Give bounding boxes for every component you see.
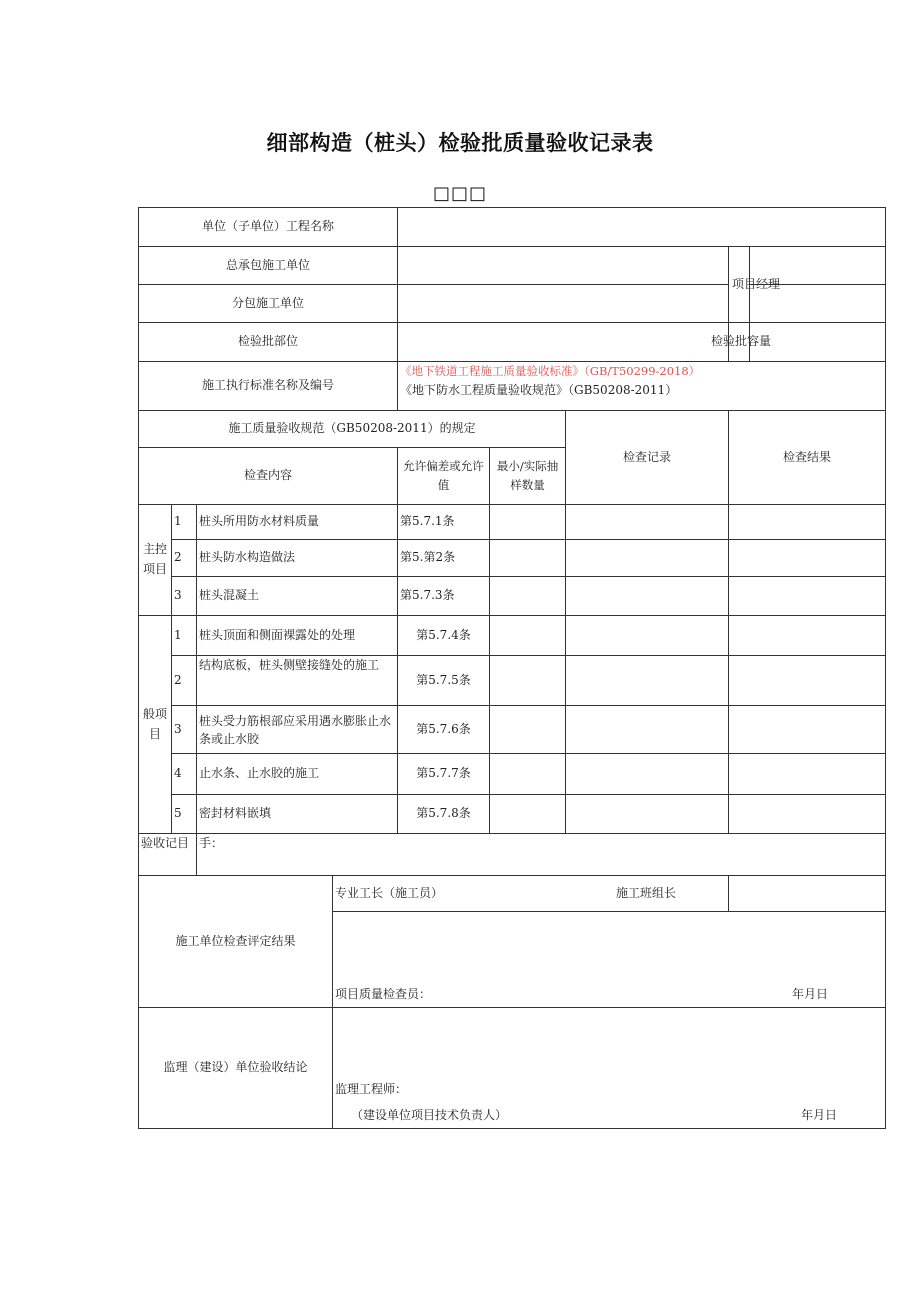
item-record[interactable] — [566, 706, 729, 754]
item-sample[interactable] — [490, 656, 566, 706]
item-result[interactable] — [729, 656, 886, 706]
foreman-text: 专业工长（施工员） — [335, 885, 444, 900]
team-leader-value[interactable] — [729, 876, 886, 912]
foreman-row — [335, 884, 726, 904]
item-sample[interactable] — [490, 616, 566, 656]
item-clause: 第5.第2条 — [398, 540, 490, 577]
subcontractor-value[interactable] — [398, 285, 729, 323]
item-clause: 第5.7.5条 — [398, 656, 490, 706]
inspection-form — [138, 207, 886, 1129]
item-content: 止水条、止水胶的施工 — [197, 754, 398, 795]
table-row — [139, 616, 886, 656]
inspection-location-label: 检验批部位 — [139, 323, 398, 362]
item-sample[interactable] — [490, 795, 566, 834]
item-no: 2 — [172, 656, 197, 706]
construction-eval-label: 施工单位检查评定结果 — [139, 876, 333, 1008]
item-clause: 第5.7.7条 — [398, 754, 490, 795]
check-record-header: 检查记录 — [566, 411, 729, 505]
item-clause: 第5.7.3条 — [398, 577, 490, 616]
item-clause: 第5.7.4条 — [398, 616, 490, 656]
item-record[interactable] — [566, 795, 729, 834]
tolerance-header: 允许偏差或允许值 — [398, 448, 490, 505]
item-content: 密封材料嵌填 — [197, 795, 398, 834]
standard-1: 《地下铁道工程施工质量验收标准》（GB/T50299-2018） — [400, 364, 701, 378]
item-no: 1 — [172, 616, 197, 656]
item-clause: 第5.7.1条 — [398, 505, 490, 540]
supervision-date: 年月日 — [801, 1108, 838, 1123]
item-result[interactable] — [729, 706, 886, 754]
item-no: 4 — [172, 754, 197, 795]
engineer-text: 监理工程师： — [335, 1082, 408, 1097]
item-sample[interactable] — [490, 577, 566, 616]
general-contractor-label: 总承包施工单位 — [139, 247, 398, 285]
item-record[interactable] — [566, 616, 729, 656]
inspection-location-value[interactable] — [398, 323, 729, 362]
batch-capacity-label — [711, 323, 772, 362]
item-content: 桩头顶面和侧面裸露处的处理 — [197, 616, 398, 656]
table-row — [139, 706, 886, 754]
item-result[interactable] — [729, 754, 886, 795]
owner-rep-row — [333, 1100, 885, 1128]
form-title: 细部构造（桩头）检验批质量验收记录表 — [266, 131, 654, 155]
item-sample[interactable] — [490, 540, 566, 577]
general-contractor-value[interactable] — [398, 247, 729, 285]
item-record[interactable] — [566, 577, 729, 616]
record-label: 验收记目 — [139, 834, 197, 876]
general-label: 般项目 — [139, 616, 172, 834]
eval-date: 年月日 — [792, 987, 829, 1002]
batch-capacity-label-text: 检验批容量 — [711, 334, 772, 349]
project-name-value[interactable] — [398, 208, 886, 247]
item-result[interactable] — [729, 505, 886, 540]
item-record[interactable] — [566, 505, 729, 540]
item-no: 3 — [172, 706, 197, 754]
table-row — [139, 505, 886, 540]
construction-eval-body[interactable] — [333, 912, 886, 1008]
item-no: 3 — [172, 577, 197, 616]
supervision-label: 监理（建设）单位验收结论 — [139, 1008, 333, 1129]
item-content: 桩头所用防水材料质量 — [197, 505, 398, 540]
item-sample[interactable] — [490, 706, 566, 754]
inspector-text: 项目质量检查员： — [335, 987, 432, 1002]
project-manager-label — [729, 247, 781, 323]
table-row — [139, 656, 886, 706]
subcontractor-label: 分包施工单位 — [139, 285, 398, 323]
project-name-label: 单位（子单位）工程名称 — [139, 208, 398, 247]
item-result[interactable] — [729, 616, 886, 656]
item-sample[interactable] — [490, 754, 566, 795]
spec-header: 施工质量验收规范（GB50208-2011）的规定 — [139, 411, 566, 448]
item-content: 桩头防水构造做法 — [197, 540, 398, 577]
sample-qty-header: 最小/实际抽样数量 — [490, 448, 566, 505]
item-no: 2 — [172, 540, 197, 577]
item-content: 桩头受力筋根部应采用遇水膨胀止水条或止水胶 — [197, 706, 398, 754]
item-no: 5 — [172, 795, 197, 834]
form-code: □□□ — [432, 183, 488, 204]
item-content: 结构底板，桩头侧壁接缝处的施工 — [197, 656, 398, 706]
project-manager-label-text: 项目经理 — [732, 276, 781, 291]
inspector-row — [333, 985, 885, 1007]
record-value[interactable]: 手： — [197, 834, 886, 876]
table-row — [139, 577, 886, 616]
standard-values — [398, 362, 886, 411]
item-no: 1 — [172, 505, 197, 540]
item-record[interactable] — [566, 656, 729, 706]
item-record[interactable] — [566, 754, 729, 795]
table-row — [139, 540, 886, 577]
main-control-label: 主控项目 — [139, 505, 172, 616]
check-result-header: 检查结果 — [729, 411, 886, 505]
item-record[interactable] — [566, 540, 729, 577]
item-result[interactable] — [729, 577, 886, 616]
item-sample[interactable] — [490, 505, 566, 540]
item-result[interactable] — [729, 540, 886, 577]
check-content-header: 检查内容 — [139, 448, 398, 505]
supervision-body[interactable] — [333, 1008, 886, 1129]
owner-rep-text: （建设单位项目技术负责人） — [351, 1108, 508, 1123]
item-clause: 第5.7.8条 — [398, 795, 490, 834]
table-row — [139, 754, 886, 795]
foreman-label — [333, 876, 729, 912]
table-row — [139, 795, 886, 834]
item-result[interactable] — [729, 795, 886, 834]
team-leader-text: 施工班组长 — [616, 885, 677, 900]
standard-2: 《地下防水工程质量验收规范》（GB50208-2011） — [400, 382, 678, 397]
standard-label: 施工执行标准名称及编号 — [139, 362, 398, 411]
item-clause: 第5.7.6条 — [398, 706, 490, 754]
item-content: 桩头混凝土 — [197, 577, 398, 616]
